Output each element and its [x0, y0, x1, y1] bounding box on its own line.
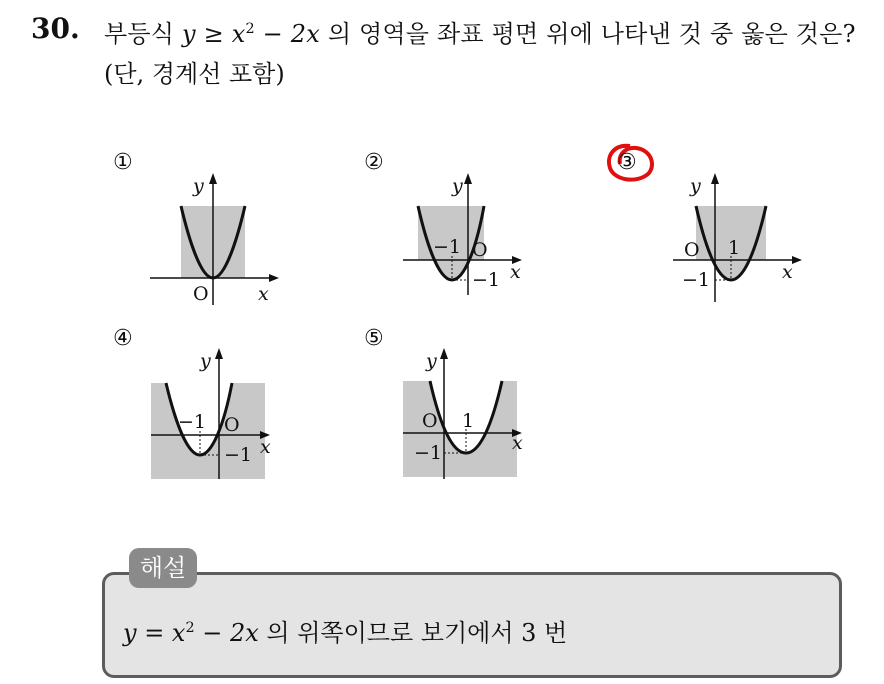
tick-label-neg1-x: −1	[178, 411, 207, 433]
origin-label: O	[422, 410, 438, 432]
choice-2-graph[interactable]	[400, 170, 540, 310]
tick-label-neg1-y: −1	[414, 442, 443, 464]
equation-base: y = x	[123, 619, 186, 647]
origin-label: O	[472, 239, 488, 261]
x-axis-label: x	[510, 261, 521, 283]
inequality-exponent: 2	[245, 21, 255, 37]
inequality-tail: − 2x	[254, 20, 320, 48]
choice-3-number[interactable]: ③	[617, 150, 637, 175]
solution-explanation: 의 위쪽이므로 보기에서 3 번	[258, 619, 568, 647]
question-text	[104, 14, 856, 49]
question-condition: (단, 경계선 포함)	[104, 60, 285, 88]
choice-3-graph[interactable]	[670, 170, 810, 310]
x-axis-label: x	[512, 432, 523, 454]
y-axis-label: y	[200, 350, 211, 372]
origin-label: O	[684, 239, 700, 261]
solution-equation	[123, 619, 259, 647]
solution-tag: 해설	[129, 548, 197, 588]
choice-1-graph[interactable]	[145, 170, 285, 310]
tick-label-neg1-y: −1	[472, 269, 501, 291]
equation-tail: − 2x	[194, 619, 259, 647]
choice-4-number[interactable]: ④	[113, 326, 133, 351]
tick-label-neg1-x: −1	[433, 236, 462, 258]
equation-exponent: 2	[185, 620, 195, 636]
origin-label: O	[224, 414, 240, 436]
choice-1-number[interactable]: ①	[113, 150, 133, 175]
choice-2-number[interactable]: ②	[364, 150, 384, 175]
tick-label-1-x: 1	[728, 237, 741, 259]
choice-4-graph[interactable]	[148, 345, 288, 485]
choice-5-number[interactable]: ⑤	[364, 326, 384, 351]
origin-label: O	[193, 283, 209, 305]
tick-label-neg1-y: −1	[682, 269, 711, 291]
question-prefix: 부등식	[104, 20, 182, 48]
y-axis-label: y	[426, 350, 437, 372]
solution-text	[123, 613, 567, 648]
tick-label-1-x: 1	[462, 410, 475, 432]
y-axis-label: y	[690, 175, 701, 197]
question-suffix: 의 영역을 좌표 평면 위에 나타낸 것 중 옳은 것은?	[319, 20, 856, 48]
tick-label-neg1-y: −1	[224, 444, 253, 466]
question-number: 30.	[31, 12, 80, 45]
question-inequality	[182, 20, 320, 48]
x-axis-label: x	[258, 283, 269, 305]
y-axis-label: y	[193, 175, 204, 197]
x-axis-label: x	[260, 436, 271, 458]
y-axis-label: y	[452, 175, 463, 197]
x-axis-label: x	[782, 261, 793, 283]
inequality-base: y ≥ x	[181, 20, 246, 48]
choice-5-graph[interactable]	[400, 345, 540, 485]
